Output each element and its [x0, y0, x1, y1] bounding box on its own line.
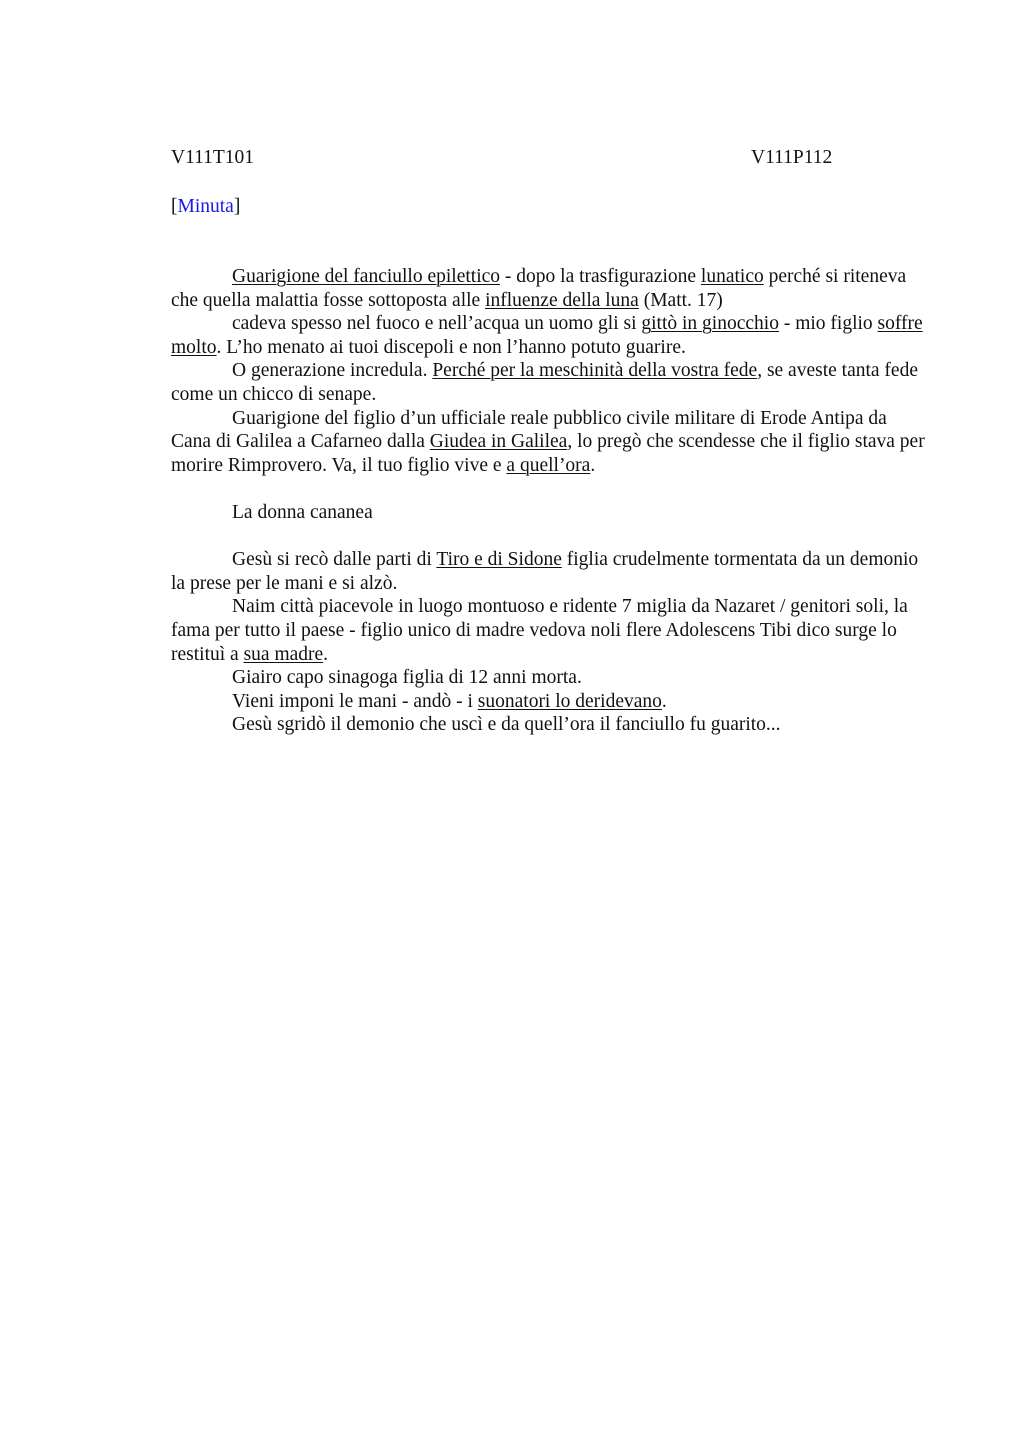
- underlined-phrase: Perché per la meschinità della vostra fede: [432, 360, 758, 382]
- bracket-close: ]: [233, 196, 241, 217]
- text-run: Giairo capo sinagoga figlia di 12 anni morta.: [232, 667, 582, 689]
- underlined-phrase: gittò in ginocchio: [641, 313, 779, 335]
- text-run: (Matt. 17): [638, 289, 723, 311]
- text-run: La donna cananea: [232, 501, 373, 523]
- underlined-phrase: influenze della luna: [485, 289, 639, 311]
- underlined-phrase: lunatico: [700, 266, 764, 287]
- paragraph-fire-water: [171, 312, 931, 359]
- text-run: Gesù sgridò il demonio che uscì e da quell’ora il fanciullo fu guarito...: [232, 714, 781, 736]
- minuta-tag: [171, 195, 240, 219]
- section-heading-canaanite-woman: [171, 501, 931, 525]
- paragraph-official-son: [171, 407, 931, 478]
- document-body: [171, 265, 931, 737]
- paragraph-jairus: [171, 666, 931, 690]
- text-run: Gesù si recò dalle parti di: [232, 549, 437, 571]
- minuta-link[interactable]: Minuta: [177, 196, 234, 217]
- text-run: Vieni imponi le mani - andò - i: [232, 690, 478, 712]
- paragraph-tyre-sidon: [171, 548, 931, 595]
- text-run: . L’ho menato ai tuoi discepoli e non l’hanno potuto guarire.: [216, 336, 686, 358]
- text-run: , lo pregò che scendesse che il figlio stava per morire Rimprovero. Va, il tuo figlio vive e: [171, 431, 925, 476]
- text-run: Naim città piacevole in luogo montuoso e ridente 7 miglia da Nazaret / genitori soli, la fama per tutto il paese - figlio unico di madre vedova noli flere Adolescens Tibi dico surge lo restituì a: [171, 596, 908, 665]
- text-run: .: [590, 454, 596, 476]
- bracket-open: [: [171, 196, 178, 217]
- paragraph-epileptic-boy: [171, 265, 931, 312]
- text-run: .: [323, 643, 329, 665]
- underlined-phrase: a quell’ora: [506, 454, 591, 476]
- underlined-phrase: Guarigione del fanciullo epilettico: [232, 266, 501, 287]
- text-run: - dopo la trasfigurazione: [500, 266, 701, 287]
- text-run: Guarigione del figlio d’un ufficiale reale pubblico civile militare di Erode Antipa da Cana di Galilea a Cafarneo dalla: [171, 407, 887, 453]
- text-run: O generazione incredula.: [232, 360, 433, 382]
- underlined-phrase: Giudea in Galilea: [429, 431, 568, 453]
- text-run: .: [661, 690, 667, 712]
- text-run: figlia crudelmente tormentata da un demonio la prese per le mani e si alzò.: [171, 549, 919, 594]
- text-run: , se aveste tanta fede come un chicco di senape.: [171, 360, 918, 405]
- paragraph-naim: [171, 595, 931, 666]
- text-run: perché si riteneva che quella malattia fosse sottoposta alle: [171, 266, 907, 311]
- document-code-left: V111T101: [171, 147, 255, 168]
- paragraph-incredulous-generation: [171, 359, 931, 406]
- underlined-phrase: soffre molto: [171, 313, 923, 358]
- paragraph-rebuked-demon: [171, 713, 931, 737]
- text-run: - mio figlio: [778, 313, 878, 335]
- document-code-right: V111P112: [751, 147, 833, 168]
- underlined-phrase: Tiro e di Sidone: [436, 549, 562, 571]
- underlined-phrase: suonatori lo deridevano: [477, 690, 662, 712]
- underlined-phrase: sua madre: [243, 643, 324, 665]
- paragraph-come-lay-hands: [171, 690, 931, 714]
- text-run: cadeva spesso nel fuoco e nell’acqua un uomo gli si: [232, 313, 642, 335]
